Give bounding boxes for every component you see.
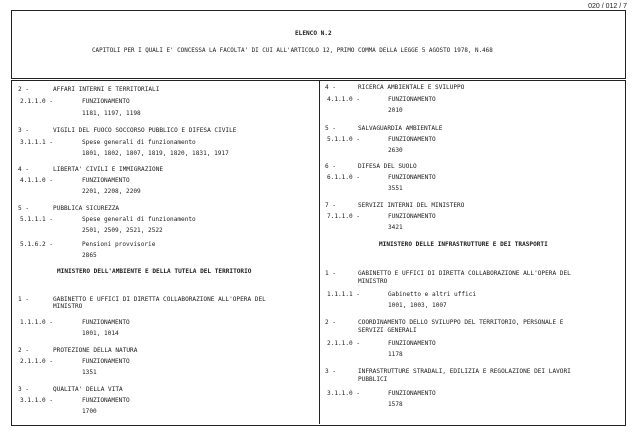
section-title: RICERCA AMBIENTALE E SVILUPPO bbox=[358, 84, 465, 91]
chapter-values: 2865 bbox=[82, 252, 97, 259]
section-title: GABINETTO E UFFICI DI DIRETTA COLLABORAZIONE ALL'OPERA DEL bbox=[358, 270, 571, 277]
page-number: 020 / 012 / 7 bbox=[588, 3, 627, 10]
section-title: QUALITA' DELLA VITA bbox=[53, 386, 123, 393]
chapter-values: 2010 bbox=[388, 107, 403, 114]
chapter-code: 2.1.1.0 - bbox=[20, 98, 54, 105]
chapter-label: FUNZIONAMENTO bbox=[388, 174, 436, 181]
section-number: 4 - bbox=[18, 166, 30, 173]
chapter-code: 3.1.1.1 - bbox=[20, 139, 54, 146]
chapter-code: 2.1.1.0 - bbox=[327, 340, 361, 347]
section-title-cont: PUBBLICI bbox=[358, 376, 388, 383]
chapter-values: 1001, 1003, 1007 bbox=[388, 302, 447, 309]
section-title: PUBBLICA SICUREZZA bbox=[53, 205, 120, 212]
chapter-label: Gabinetto e altri uffici bbox=[388, 291, 477, 298]
section-title: SALVAGUARDIA AMBIENTALE bbox=[358, 125, 443, 132]
section-number: 2 - bbox=[325, 319, 337, 326]
chapter-code: 5.1.1.0 - bbox=[327, 136, 361, 143]
chapter-label: FUNZIONAMENTO bbox=[388, 390, 436, 397]
section-title: COORDINAMENTO DELLO SVILUPPO DEL TERRITORIO, PERSONALE E bbox=[358, 319, 564, 326]
chapter-code: 5.1.6.2 - bbox=[20, 241, 54, 248]
section-title-cont: SERVIZI GENERALI bbox=[358, 327, 417, 334]
chapter-values: 1700 bbox=[82, 408, 97, 415]
section-title: SERVIZI INTERNI DEL MINISTERO bbox=[358, 202, 465, 209]
chapter-code: 7.1.1.0 - bbox=[327, 213, 361, 220]
chapter-values: 1801, 1802, 1807, 1819, 1820, 1831, 1917 bbox=[82, 150, 229, 157]
section-number: 3 - bbox=[18, 386, 30, 393]
chapter-label: FUNZIONAMENTO bbox=[388, 136, 436, 143]
chapter-label: FUNZIONAMENTO bbox=[82, 397, 130, 404]
chapter-label: FUNZIONAMENTO bbox=[82, 358, 130, 365]
section-title: INFRASTRUTTURE STRADALI, EDILIZIA E REGOLAZIONE DEI LAVORI bbox=[358, 368, 571, 375]
chapter-values: 3551 bbox=[388, 185, 403, 192]
section-title: GABINETTO E UFFICI DI DIRETTA COLLABORAZIONE ALL'OPERA DEL bbox=[53, 296, 266, 303]
section-number: 2 - bbox=[18, 347, 30, 354]
list-title: ELENCO N.2 bbox=[295, 30, 332, 37]
chapter-label: FUNZIONAMENTO bbox=[82, 319, 130, 326]
section-number: 2 - bbox=[18, 86, 30, 93]
section-number: 3 - bbox=[18, 127, 30, 134]
section-number: 4 - bbox=[325, 84, 337, 91]
section-title: PROTEZIONE DELLA NATURA bbox=[53, 347, 138, 354]
chapter-code: 3.1.1.0 - bbox=[327, 390, 361, 397]
section-number: 3 - bbox=[325, 368, 337, 375]
chapter-code: 3.1.1.0 - bbox=[20, 397, 54, 404]
ministry-heading: MINISTERO DELLE INFRASTRUTTURE E DEI TRASPORTI bbox=[379, 241, 548, 248]
section-number: 1 - bbox=[325, 270, 337, 277]
section-title-cont: MINISTRO bbox=[53, 303, 83, 310]
chapter-values: 2201, 2208, 2209 bbox=[82, 188, 141, 195]
section-title: LIBERTA' CIVILI E IMMIGRAZIONE bbox=[53, 166, 164, 173]
section-number: 6 - bbox=[325, 163, 337, 170]
chapter-values: 1578 bbox=[388, 401, 403, 408]
chapter-code: 5.1.1.1 - bbox=[20, 216, 54, 223]
chapter-values: 3421 bbox=[388, 224, 403, 231]
chapter-values: 1351 bbox=[82, 369, 97, 376]
chapter-values: 1178 bbox=[388, 351, 403, 358]
section-number: 5 - bbox=[18, 205, 30, 212]
section-title: VIGILI DEL FUOCO SOCCORSO PUBBLICO E DIFESA CIVILE bbox=[53, 127, 237, 134]
chapter-code: 6.1.1.0 - bbox=[327, 174, 361, 181]
section-number: 7 - bbox=[325, 202, 337, 209]
chapter-code: 4.1.1.0 - bbox=[20, 177, 54, 184]
chapter-values: 1001, 1014 bbox=[82, 330, 119, 337]
chapter-code: 4.1.1.0 - bbox=[327, 96, 361, 103]
chapter-code: 1.1.1.1 - bbox=[327, 291, 361, 298]
ministry-heading: MINISTERO DELL'AMBIENTE E DELLA TUTELA DEL TERRITORIO bbox=[57, 268, 252, 275]
header-box bbox=[11, 10, 626, 79]
chapter-code: 2.1.1.0 - bbox=[20, 358, 54, 365]
chapter-label: Pensioni provvisorie bbox=[82, 241, 156, 248]
chapter-label: FUNZIONAMENTO bbox=[388, 340, 436, 347]
chapter-label: Spese generali di funzionamento bbox=[82, 216, 196, 223]
list-subtitle: CAPITOLI PER I QUALI E' CONCESSA LA FACOLTA' DI CUI ALL'ARTICOLO 12, PRIMO COMMA DELLA LEGGE 5 AGOSTO 1978, N.468 bbox=[92, 48, 493, 54]
chapter-values: 1181, 1197, 1198 bbox=[82, 110, 141, 117]
section-number: 5 - bbox=[325, 125, 337, 132]
chapter-label: FUNZIONAMENTO bbox=[82, 98, 130, 105]
section-title: DIFESA DEL SUOLO bbox=[358, 163, 417, 170]
chapter-label: FUNZIONAMENTO bbox=[82, 177, 130, 184]
section-number: 1 - bbox=[18, 296, 30, 303]
chapter-values: 2630 bbox=[388, 147, 403, 154]
chapter-label: Spese generali di funzionamento bbox=[82, 139, 196, 146]
section-title: AFFARI INTERNI E TERRITORIALI bbox=[53, 86, 160, 93]
section-title-cont: MINISTRO bbox=[358, 278, 388, 285]
chapter-code: 1.1.1.0 - bbox=[20, 319, 54, 326]
chapter-label: FUNZIONAMENTO bbox=[388, 96, 436, 103]
column-divider bbox=[319, 80, 320, 424]
chapter-values: 2501, 2509, 2521, 2522 bbox=[82, 227, 163, 234]
chapter-label: FUNZIONAMENTO bbox=[388, 213, 436, 220]
